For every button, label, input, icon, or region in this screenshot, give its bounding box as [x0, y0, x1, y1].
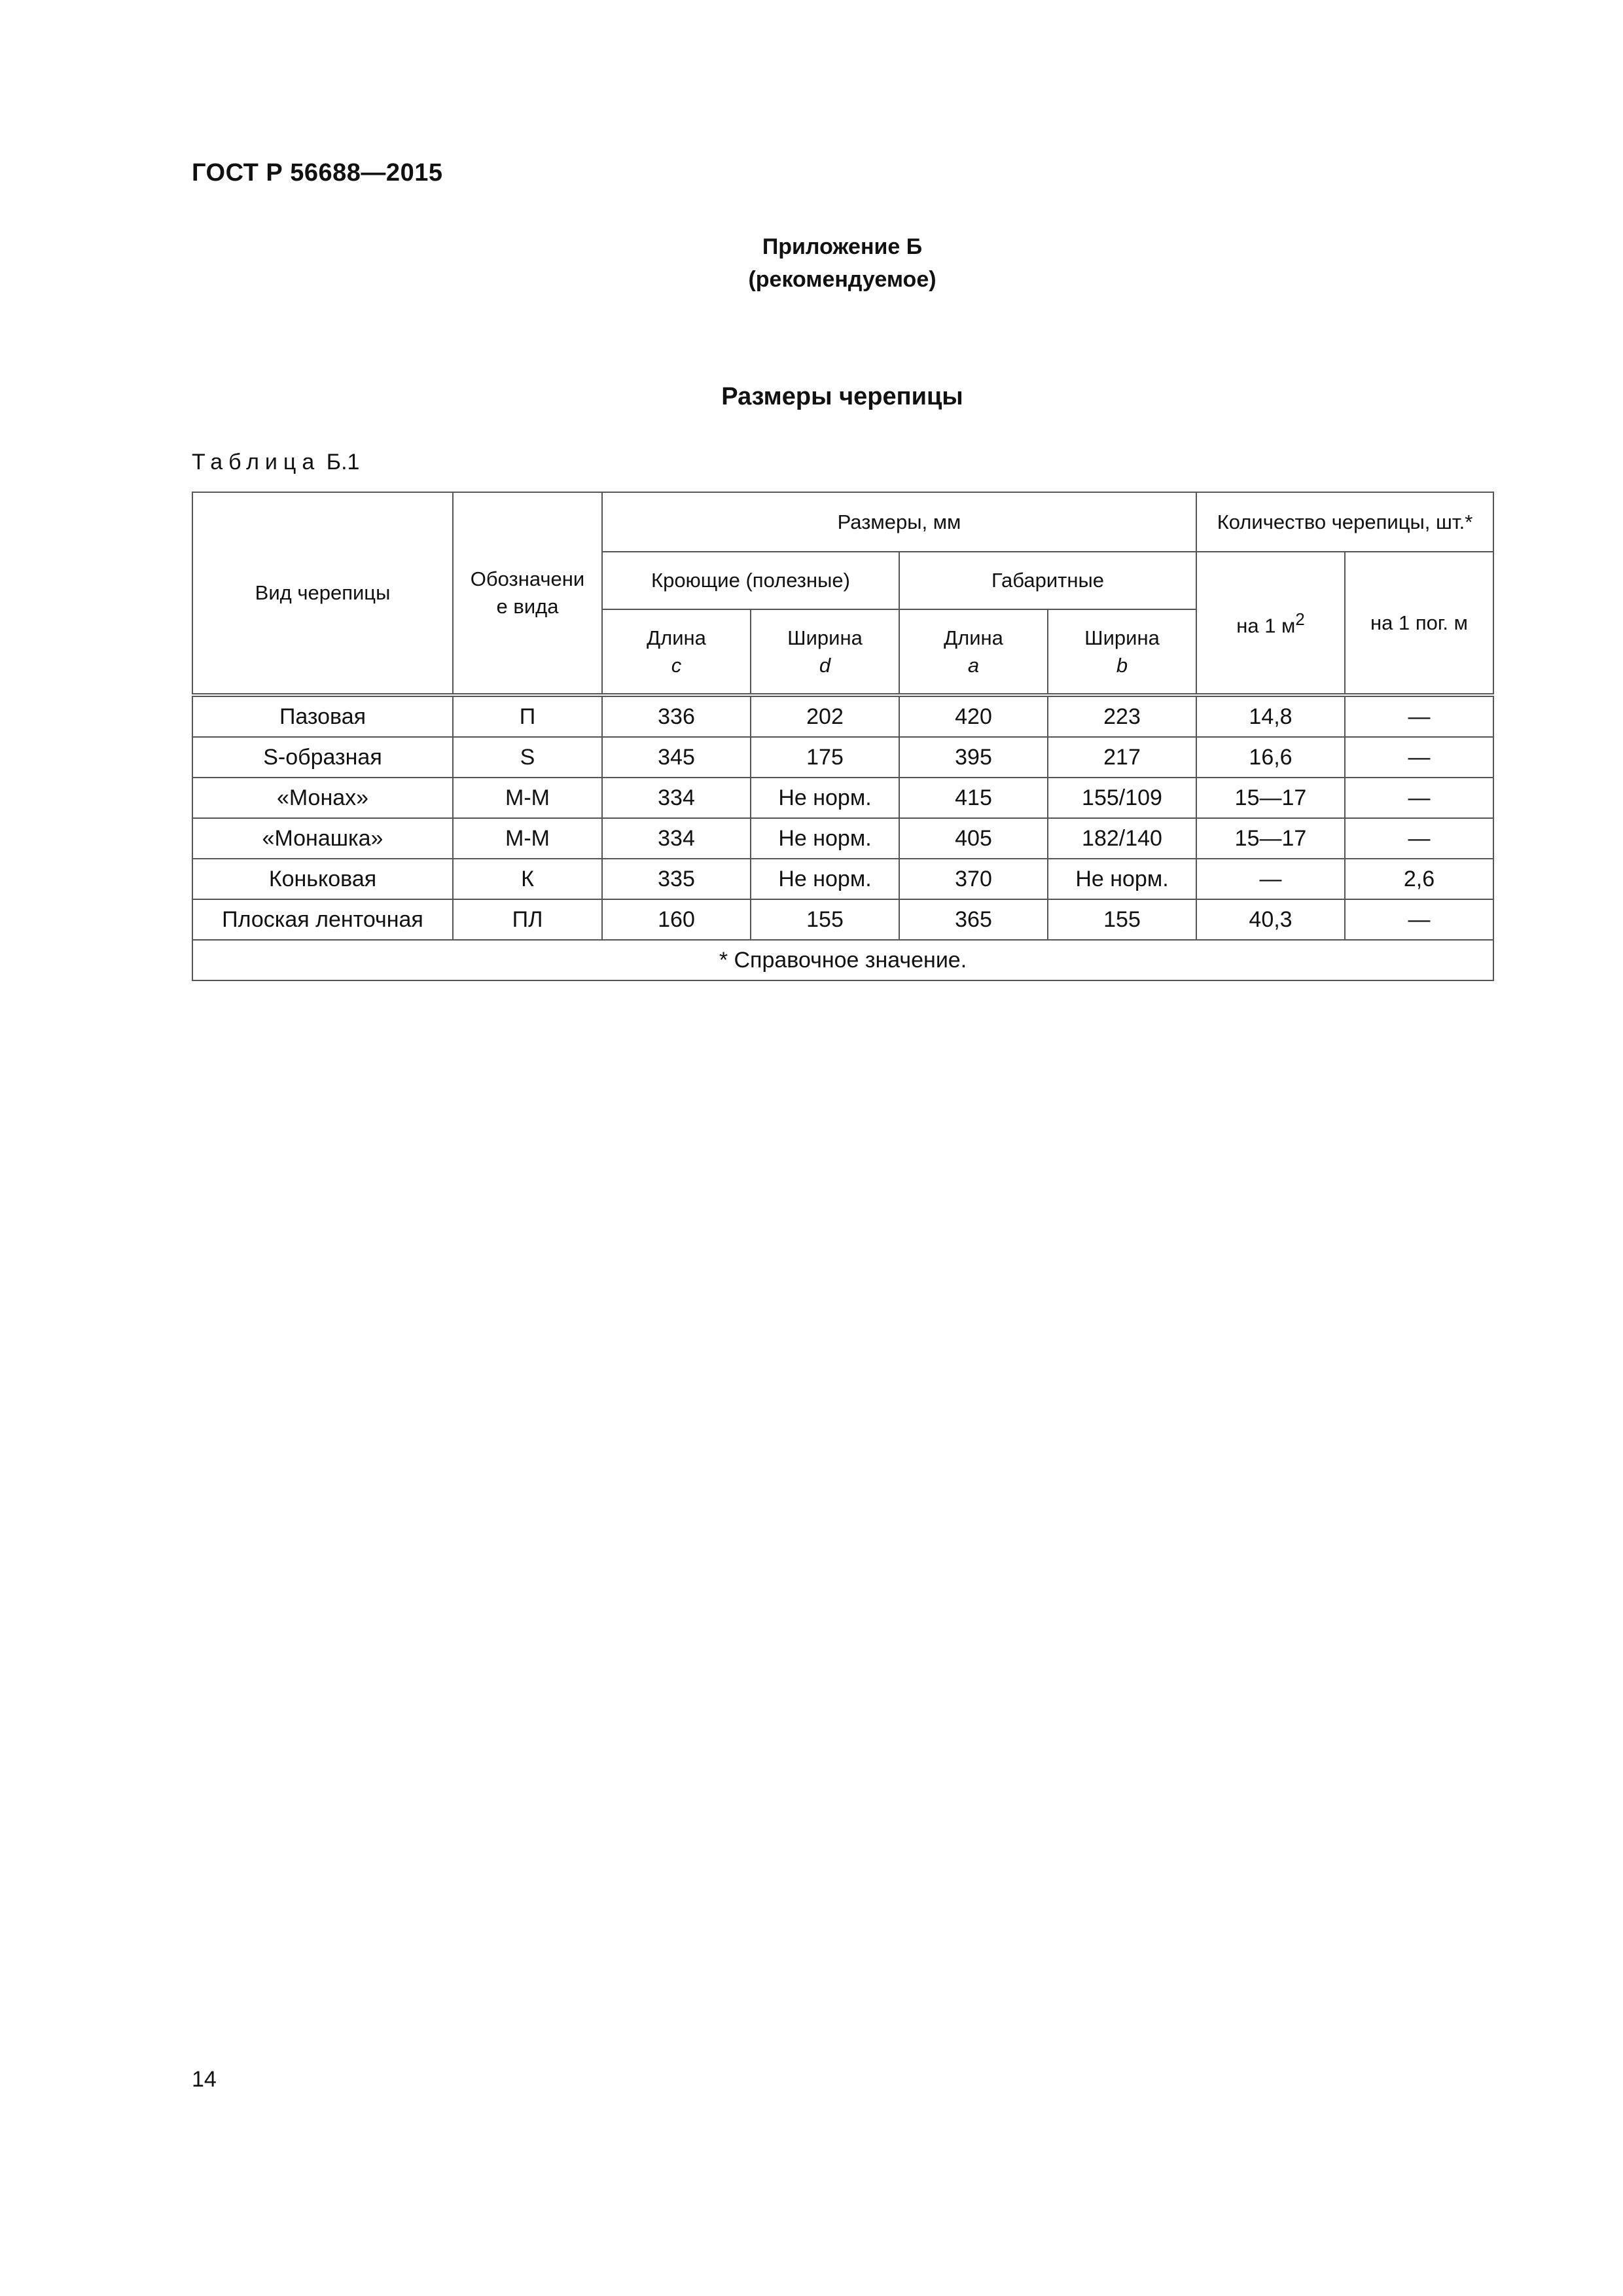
length-label: Длина [944, 626, 1003, 649]
header-overall-width [1048, 609, 1196, 695]
cell-covering-width: Не норм. [751, 859, 899, 899]
table-caption [192, 450, 359, 475]
cell-overall-length: 415 [899, 778, 1048, 818]
cell-per-m2: 15—17 [1196, 818, 1345, 859]
cell-overall-length: 405 [899, 818, 1048, 859]
cell-overall-width: 155/109 [1048, 778, 1196, 818]
annex-heading [0, 230, 1623, 296]
cell-per-m2: 14,8 [1196, 695, 1345, 737]
table-row [192, 695, 1493, 737]
width-label: Ширина [787, 626, 863, 649]
cell-covering-width: 155 [751, 899, 899, 940]
header-overall-length [899, 609, 1048, 695]
cell-designation: П [453, 695, 602, 737]
cell-overall-width: 223 [1048, 695, 1196, 737]
cell-overall-width: 182/140 [1048, 818, 1196, 859]
symbol-d: d [819, 653, 831, 677]
table-row [192, 737, 1493, 778]
header-per-m: на 1 пог. м [1345, 552, 1493, 695]
cell-per-m2: — [1196, 859, 1345, 899]
cell-tile-type: «Монашка» [192, 818, 453, 859]
header-per-m2-label: на 1 м [1236, 614, 1296, 637]
annex-status: (рекомендуемое) [748, 267, 936, 292]
table-row [192, 859, 1493, 899]
annex-title: Приложение Б [762, 234, 923, 259]
cell-per-m: 2,6 [1345, 859, 1493, 899]
table-row [192, 778, 1493, 818]
table-caption-word: Таблица [192, 450, 321, 475]
tile-dimensions-table [192, 492, 1494, 981]
symbol-a: a [967, 653, 980, 677]
cell-covering-length: 335 [602, 859, 751, 899]
cell-tile-type: «Монах» [192, 778, 453, 818]
cell-covering-width: Не норм. [751, 818, 899, 859]
cell-covering-width: Не норм. [751, 778, 899, 818]
cell-designation: К [453, 859, 602, 899]
cell-overall-length: 370 [899, 859, 1048, 899]
cell-covering-width: 175 [751, 737, 899, 778]
table-caption-number: Б.1 [326, 450, 360, 475]
header-covering-length [602, 609, 751, 695]
cell-overall-length: 420 [899, 695, 1048, 737]
length-label: Длина [647, 626, 706, 649]
cell-covering-length: 334 [602, 778, 751, 818]
symbol-b: b [1116, 653, 1128, 677]
cell-per-m: — [1345, 899, 1493, 940]
cell-covering-length: 345 [602, 737, 751, 778]
cell-covering-length: 334 [602, 818, 751, 859]
cell-designation: ПЛ [453, 899, 602, 940]
section-title: Размеры черепицы [721, 383, 963, 410]
cell-per-m: — [1345, 737, 1493, 778]
cell-designation: М-М [453, 818, 602, 859]
cell-per-m2: 16,6 [1196, 737, 1345, 778]
cell-tile-type: Коньковая [192, 859, 453, 899]
table-footnote-row [192, 940, 1493, 980]
cell-tile-type: S-образная [192, 737, 453, 778]
table-row [192, 818, 1493, 859]
cell-covering-width: 202 [751, 695, 899, 737]
cell-overall-width: Не норм. [1048, 859, 1196, 899]
cell-covering-length: 160 [602, 899, 751, 940]
cell-overall-length: 365 [899, 899, 1048, 940]
table-footnote: * Справочное значение. [192, 940, 1493, 980]
cell-per-m2: 40,3 [1196, 899, 1345, 940]
header-covering: Кроющие (полезные) [602, 552, 899, 609]
table-row [192, 899, 1493, 940]
cell-per-m: — [1345, 818, 1493, 859]
header-dimensions: Размеры, мм [602, 492, 1196, 552]
header-per-m2-sup: 2 [1295, 610, 1305, 629]
cell-overall-width: 217 [1048, 737, 1196, 778]
header-per-m2 [1196, 552, 1345, 695]
header-tile-type: Вид черепицы [192, 492, 453, 695]
cell-per-m: — [1345, 695, 1493, 737]
cell-designation: М-М [453, 778, 602, 818]
header-designation: Обозначени е вида [453, 492, 602, 695]
cell-overall-width: 155 [1048, 899, 1196, 940]
cell-per-m2: 15—17 [1196, 778, 1345, 818]
cell-tile-type: Пазовая [192, 695, 453, 737]
width-label: Ширина [1084, 626, 1160, 649]
header-covering-width [751, 609, 899, 695]
cell-covering-length: 336 [602, 695, 751, 737]
symbol-c: c [671, 653, 682, 677]
cell-designation: S [453, 737, 602, 778]
cell-tile-type: Плоская ленточная [192, 899, 453, 940]
header-quantity: Количество черепицы, шт.* [1196, 492, 1493, 552]
header-overall: Габаритные [899, 552, 1196, 609]
document-code: ГОСТ Р 56688—2015 [192, 159, 443, 187]
cell-per-m: — [1345, 778, 1493, 818]
cell-overall-length: 395 [899, 737, 1048, 778]
page-number: 14 [192, 2067, 217, 2092]
